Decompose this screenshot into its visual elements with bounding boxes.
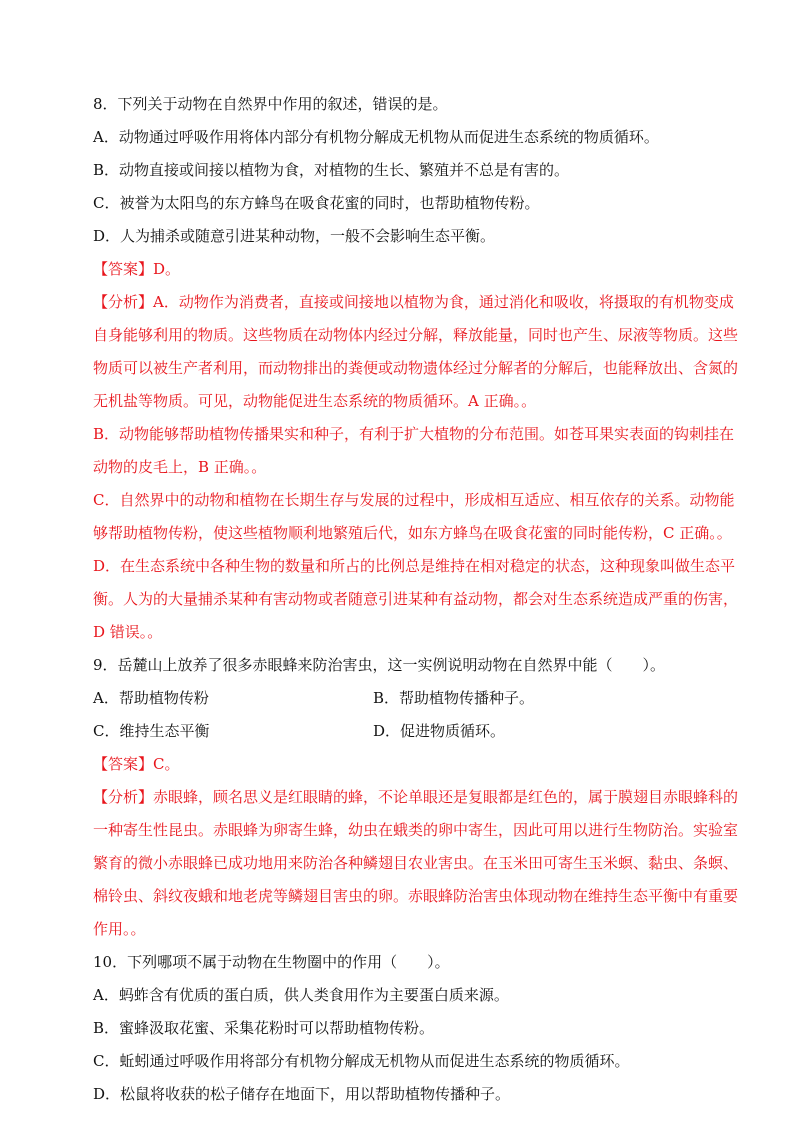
question-10-stem: 10．下列哪项不属于动物在生物圈中的作用（ ）。 xyxy=(93,953,450,971)
q8-option-a: A．动物通过呼吸作用将体内部分有机物分解成无机物从而促进生态系统的物质循环。 xyxy=(93,128,659,146)
q9-analysis-line: 繁育的微小赤眼蜂已成功地用来防治各种鳞翅目农业害虫。在玉米田可寄生玉米螟、黏虫、条螟、 xyxy=(93,854,739,872)
q9-analysis-line: 棉铃虫、斜纹夜蛾和地老虎等鳞翅目害虫的卵。赤眼蜂防治害虫体现动物在维持生态平衡中有重要 xyxy=(93,887,739,905)
q10-option-b: B．蜜蜂汲取花蜜、采集花粉时可以帮助植物传粉。 xyxy=(93,1019,435,1037)
q9-option-a: A．帮助植物传粉 xyxy=(93,689,209,707)
q8-option-c: C．被誉为太阳鸟的东方蜂鸟在吸食花蜜的同时，也帮助植物传粉。 xyxy=(93,194,540,212)
question-9-stem: 9．岳麓山上放养了很多赤眼蜂来防治害虫，这一实例说明动物在自然界中能（ ）。 xyxy=(93,656,666,674)
q8-analysis-line: 够帮助植物传粉，使这些植物顺利地繁殖后代，如东方蜂鸟在吸食花蜜的同时能传粉，C 正确。。 xyxy=(93,524,732,542)
q10-option-c: C．蚯蚓通过呼吸作用将部分有机物分解成无机物从而促进生态系统的物质循环。 xyxy=(93,1052,630,1070)
q8-analysis-line: C．自然界中的动物和植物在长期生存与发展的过程中，形成相互适应、相互依存的关系。动物能 xyxy=(93,491,735,509)
q9-answer: 【答案】C。 xyxy=(93,755,180,773)
q8-analysis-line: 无机盐等物质。可见，动物能促进生态系统的物质循环。A 正确。。 xyxy=(93,392,537,410)
q10-option-d: D．松鼠将收获的松子储存在地面下，用以帮助植物传播种子。 xyxy=(93,1085,511,1103)
q8-analysis-line: 自身能够利用的物质。这些物质在动物体内经过分解，释放能量，同时也产生、尿液等物质。这些 xyxy=(93,326,739,344)
q8-option-b: B．动物直接或间接以植物为食，对植物的生长、繁殖并不总是有害的。 xyxy=(93,161,570,179)
q9-analysis-line: 作用。。 xyxy=(93,920,146,938)
q9-options-row-2 xyxy=(93,721,723,741)
q8-analysis-line: 动物的皮毛上，B 正确。。 xyxy=(93,458,267,476)
q9-option-b: B．帮助植物传播种子。 xyxy=(373,689,535,707)
q8-analysis-line: 【分析】A．动物作为消费者，直接或间接地以植物为食，通过消化和吸收，将摄取的有机物变成 xyxy=(93,293,734,311)
q9-option-c: C．维持生态平衡 xyxy=(93,722,210,740)
question-8-stem: 8．下列关于动物在自然界中作用的叙述，错误的是。 xyxy=(93,95,448,113)
q8-analysis-line: D 错误。。 xyxy=(93,623,163,641)
q8-analysis-line: D．在生态系统中各种生物的数量和所占的比例总是维持在相对稳定的状态，这种现象叫做生态平 xyxy=(93,557,736,575)
q9-option-d: D．促进物质循环。 xyxy=(373,722,506,740)
q8-analysis-line: 物质可以被生产者利用，而动物排出的粪便或动物遗体经过分解者的分解后，也能释放出、含氮的 xyxy=(93,359,739,377)
q9-options-row-1 xyxy=(93,688,723,708)
q9-analysis-line: 【分析】赤眼蜂，顾名思义是红眼睛的蜂，不论单眼还是复眼都是红色的，属于膜翅目赤眼蜂科的 xyxy=(93,788,739,806)
q8-analysis-line: B．动物能够帮助植物传播果实和种子，有利于扩大植物的分布范围。如苍耳果实表面的钩刺挂在 xyxy=(93,425,735,443)
q9-analysis-line: 一种寄生性昆虫。赤眼蜂为卵寄生蜂，幼虫在蛾类的卵中寄生，因此可用以进行生物防治。实验室 xyxy=(93,821,739,839)
q10-option-a: A．蚂蚱含有优质的蛋白质，供人类食用作为主要蛋白质来源。 xyxy=(93,986,509,1004)
q8-answer: 【答案】D。 xyxy=(93,260,181,278)
q8-option-d: D．人为捕杀或随意引进某种动物，一般不会影响生态平衡。 xyxy=(93,227,496,245)
q8-analysis-line: 衡。人为的大量捕杀某种有害动物或者随意引进某种有益动物，都会对生态系统造成严重的伤害， xyxy=(93,590,739,608)
